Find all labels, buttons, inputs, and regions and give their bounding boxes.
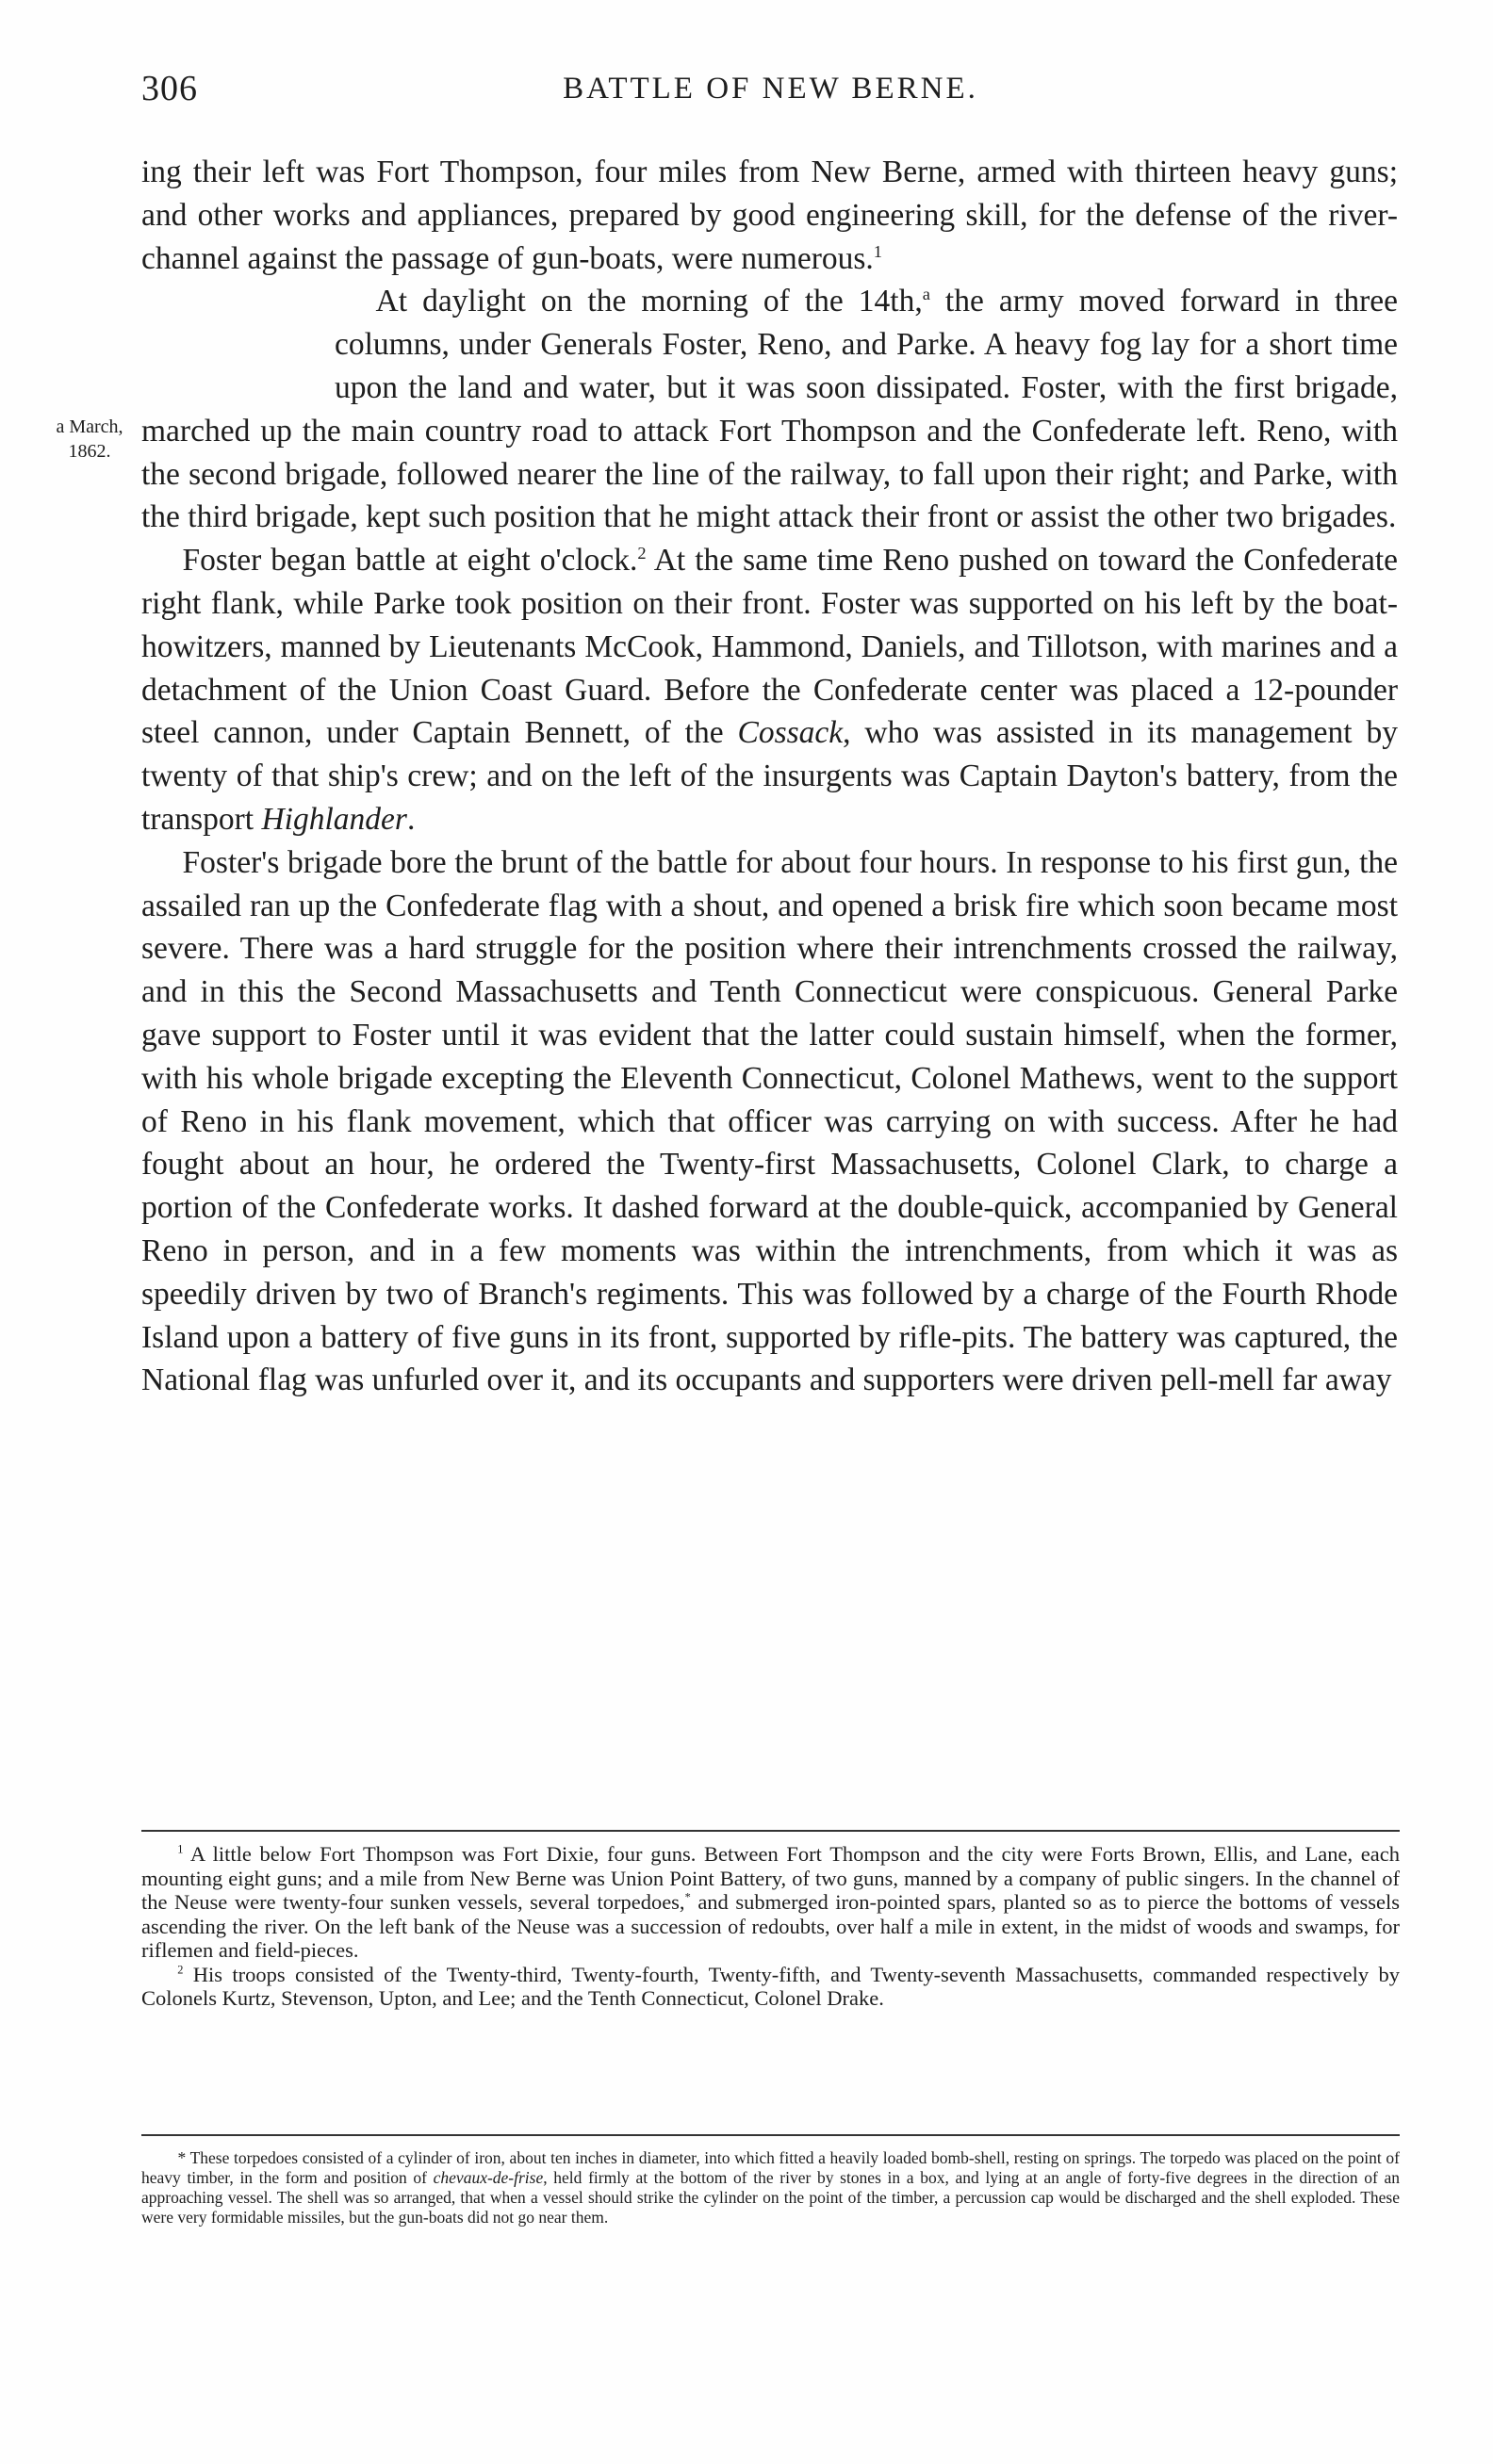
footnote-1-text-b: and submerged iron-pointed spars, planted so as to pierce the bottoms of vessels ascending the river. On the left bank of the Neuse was a succession of redoubts, over half a mile in extent, in the midst of woods and swamps, for riflemen and field-pieces. — [141, 1890, 1400, 1962]
ship-name-cossack: Cossack — [737, 715, 844, 751]
paragraph-2 — [141, 280, 1398, 539]
margin-date-note — [47, 415, 132, 464]
paragraph-3-text-c: , who was assisted in its management by twenty of that ship's crew; and on the left of the insurgents was Captain Dayton's battery, from the transport — [141, 715, 1398, 837]
page-number: 306 — [141, 69, 198, 108]
torpedo-footnote-mark: * — [177, 2148, 187, 2167]
footnote-ref-1[interactable]: 1 — [873, 241, 882, 261]
term-chevaux-de-frise: chevaux-de-frise — [433, 2168, 544, 2187]
torpedo-footnote-text-a: These torpedoes consisted of a cylinder of iron, about ten inches in diameter, into which fitted a heavily loaded bomb-shell, resting on springs. The torpedo was placed on the point of heavy timber, in the form and position of — [141, 2148, 1400, 2187]
paragraph-4 — [141, 841, 1398, 1402]
paragraph-2-text-a: At daylight on the morning of the 14th, — [375, 284, 923, 319]
paragraph-1 — [141, 151, 1398, 280]
subfootnote-divider — [141, 2134, 1400, 2136]
running-title: BATTLE OF NEW BERNE. — [563, 72, 978, 106]
paragraph-3 — [141, 539, 1398, 841]
footnote-ref-2[interactable]: 2 — [637, 544, 647, 563]
ship-name-highlander: Highlander — [261, 801, 407, 837]
footnote-1 — [141, 1842, 1400, 1963]
footnote-2 — [141, 1963, 1400, 2011]
margin-note-gap — [141, 323, 335, 409]
paragraph-4-text: Foster's brigade bore the brunt of the battle for about four hours. In response to his first gun, the assailed ran up the Confederate flag with a shout, and opened a brisk fire which soon became most severe. There was a hard struggle for the position where their intrenchments crossed the railway, and in this the Second Massachusetts and Tenth Connecticut were conspicuous. General Parke gave support to Foster until it was evident that the latter could sustain himself, when the former, with his whole brigade excepting the Eleventh Connecticut, Colonel Mathews, went to the support of Reno in his flank movement, which that officer was carrying on with success. After he had fought about an hour, he ordered the Twenty-first Massachusetts, Colonel Clark, to charge a portion of the Confederate works. It dashed forward at the double-quick, accompanied by General Reno in person, and in a few moments was within the intrenchments, from which it was as speedily driven by two of Branch's regiments. This was followed by a charge of the Fourth Rhode Island upon a battery of five guns in its front, supported by rifle-pits. The battery was captured, the National flag was unfurled over it, and its occupants and supporters were driven pell-mell far away — [141, 844, 1398, 1398]
footnote-1-mark: 1 — [177, 1842, 184, 1856]
paragraph-3-text-d: . — [406, 801, 416, 837]
paragraph-3-text-a: Foster began battle at eight o'clock. — [182, 543, 638, 579]
footnotes — [141, 1842, 1400, 2011]
body-text — [141, 151, 1398, 1402]
footnote-2-mark: 2 — [177, 1963, 184, 1976]
running-head — [141, 68, 1400, 124]
margin-note-ref: a — [922, 285, 930, 304]
footnote-2-text: His troops consisted of the Twenty-third, Twenty-fourth, Twenty-fifth, and Twenty-seventh Massachusetts, commanded respectively by Colonels Kurtz, Stevenson, Upton, and Lee; and the Tenth Connecticut, Colonel Drake. — [141, 1962, 1400, 2010]
margin-note-line-2: 1862. — [68, 441, 111, 462]
footnote-1-text-a: A little below Fort Thompson was Fort Dixie, four guns. Between Fort Thompson and the city were Forts Brown, Ellis, and Lane, each mounting eight guns; and a mile from New Berne was Union Point Battery, of two guns, manned by a company of public singers. In the channel of the Neuse were twenty-four sunken vessels, several torpedoes, — [141, 1842, 1400, 1914]
torpedo-footnote-paragraph — [141, 2148, 1400, 2227]
torpedo-footnote-text-b: , held firmly at the bottom of the river by stones in a box, and lying at an angle of forty-five degrees in the direction of an approaching vessel. The shell was so arranged, that when a vessel should strike the cylinder on the point of the timber, a percussion cap would be discharged and the shell exploded. These were very formidable missiles, but the gun-boats did not go near them. — [141, 2168, 1401, 2227]
margin-note-line-1: a March, — [56, 416, 123, 437]
footnote-1-star-ref[interactable]: * — [684, 1890, 691, 1904]
paragraph-2-text-b: the army moved forward in three columns, under Generals Foster, Reno, and Parke. A heavy fog lay for a short time upon the land and water, but it was soon dissipated. Foster, with the first brigade, marched up the main country road to attack Fort Thompson and the Confederate left. Reno, with the second brigade, followed nearer the line of the railway, to fall upon their right; and Parke, with the third brigade, kept such position that he might attack their front or assist the other two brigades. — [141, 284, 1398, 535]
torpedo-footnote — [141, 2148, 1400, 2227]
footnote-divider — [141, 1830, 1400, 1832]
paragraph-3-text-b: At the same time Reno pushed on toward the Confederate right flank, while Parke took position on their front. Foster was supported on his left by the boat-howitzers, manned by Lieutenants McCook, Hammond, Daniels, and Tillotson, with marines and a detachment of the Union Coast Guard. Before the Confederate center was placed a 12-pounder steel cannon, under Captain Bennett, of the — [141, 543, 1398, 751]
paragraph-1-text: ing their left was Fort Thompson, four miles from New Berne, armed with thirteen heavy guns; and other works and appliances, prepared by good engineering skill, for the defense of the river-channel against the passage of gun-boats, were numerous. — [141, 155, 1398, 276]
